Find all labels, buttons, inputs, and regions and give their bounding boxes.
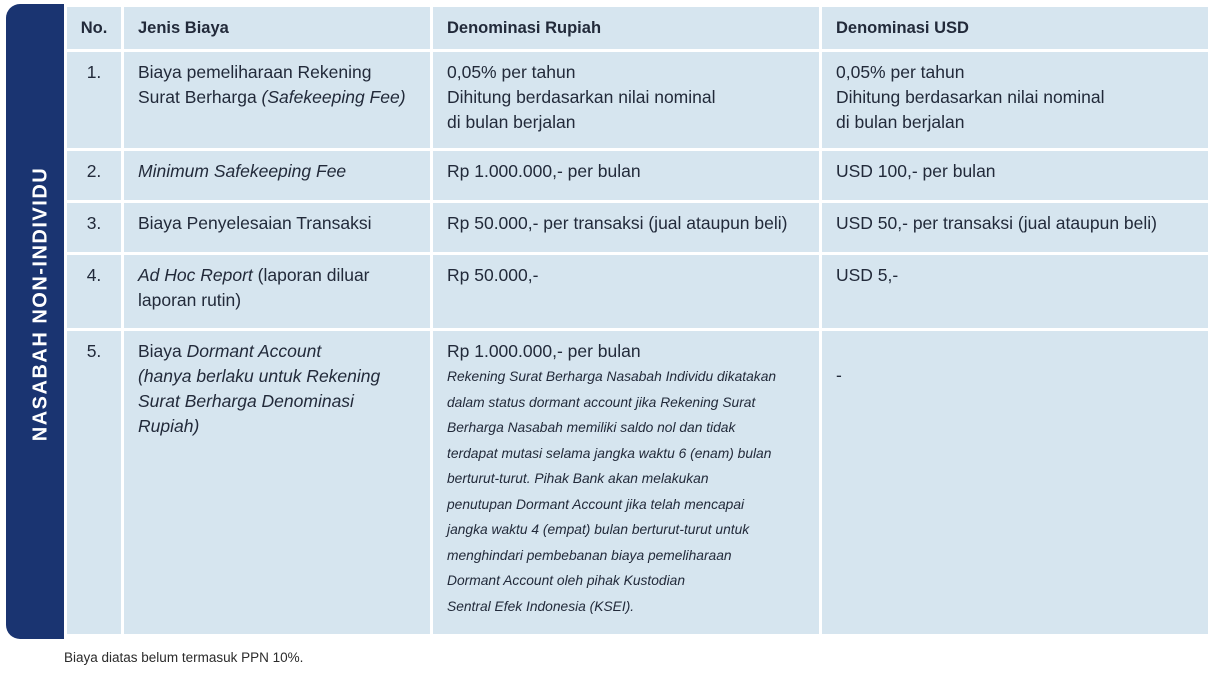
note-line: Berharga Nasabah memiliki saldo nol dan tidak [447,420,736,435]
usd-line: di bulan berjalan [836,112,965,132]
note-line: Rekening Surat Berharga Nasabah Individu dikatakan [447,369,777,384]
row-number: 3. [67,203,121,252]
row-jenis-biaya [124,331,430,634]
footnote: Biaya diatas belum termasuk PPN 10%. [64,650,304,665]
note-line: dalam status dormant account jika Rekening Surat [447,394,756,410]
row-number: 2. [67,151,121,200]
row-usd [822,52,1208,148]
table-row [67,331,1208,634]
row-usd [822,331,1208,634]
side-label: NASABAH NON-INDIVIDU [29,166,52,442]
row-number: 1. [67,52,121,148]
rupiah-line: 0,05% per tahun [447,62,576,82]
table-row [67,52,1208,148]
row-usd: USD 100,- per bulan [822,151,1208,200]
note-line: berturut-turut. Pihak Bank akan melakukan [447,471,709,486]
jenis-text: Biaya pemeliharaan Rekening Surat Berharga [138,62,372,107]
row-rupiah: Rp 50.000,- [433,255,819,328]
dormant-note [447,364,805,619]
jenis-italic-text: Dormant Account [186,341,322,361]
row-rupiah: Rp 1.000.000,- per bulan [433,151,819,200]
note-line: Sentral Efek Indonesia (KSEI). [447,598,635,614]
usd-dash: - [836,365,842,385]
header-no: No. [67,7,121,49]
jenis-text: (laporan diluar laporan rutin) [138,265,370,310]
header-jenis-biaya: Jenis Biaya [124,7,430,49]
row-usd: USD 50,- per transaksi (jual ataupun beli) [822,203,1208,252]
note-line: terdapat mutasi selama jangka waktu 6 (enam) bulan [447,445,772,461]
row-rupiah: Rp 50.000,- per transaksi (jual ataupun beli) [433,203,819,252]
rupiah-line: Dihitung berdasarkan nilai nominal [447,87,716,107]
row-jenis-biaya: Biaya Penyelesaian Transaksi [124,203,430,252]
table-row [67,203,1208,252]
rupiah-line: di bulan berjalan [447,112,576,132]
jenis-note-text: (hanya berlaku untuk Rekening Surat Berharga Denominasi Rupiah) [138,366,381,436]
table-header-row [67,7,1208,49]
usd-line: 0,05% per tahun [836,62,965,82]
row-jenis-biaya [124,151,430,200]
row-rupiah [433,331,819,634]
row-usd: USD 5,- [822,255,1208,328]
row-jenis-biaya [124,52,430,148]
note-line: penutupan Dormant Account jika telah mencapai [447,496,745,512]
row-jenis-biaya [124,255,430,328]
side-tab [6,4,64,639]
header-denominasi-usd: Denominasi USD [822,7,1208,49]
jenis-italic-text: Minimum Safekeeping Fee [138,161,347,181]
jenis-italic-text: (Safekeeping Fee) [261,87,406,107]
header-denominasi-rupiah: Denominasi Rupiah [433,7,819,49]
jenis-italic-text: Ad Hoc Report [138,265,253,285]
jenis-text: Biaya [138,341,187,361]
row-number: 4. [67,255,121,328]
note-line: Dormant Account oleh pihak Kustodian [447,573,686,588]
note-line: menghindari pembebanan biaya pemeliharaan [447,547,732,563]
row-number: 5. [67,331,121,634]
usd-line: Dihitung berdasarkan nilai nominal [836,87,1105,107]
fee-table [64,4,1208,637]
row-rupiah [433,52,819,148]
table-row [67,151,1208,200]
table-row [67,255,1208,328]
note-line: jangka waktu 4 (empat) bulan berturut-turut untuk [447,522,750,537]
rupiah-amount: Rp 1.000.000,- per bulan [447,341,641,361]
